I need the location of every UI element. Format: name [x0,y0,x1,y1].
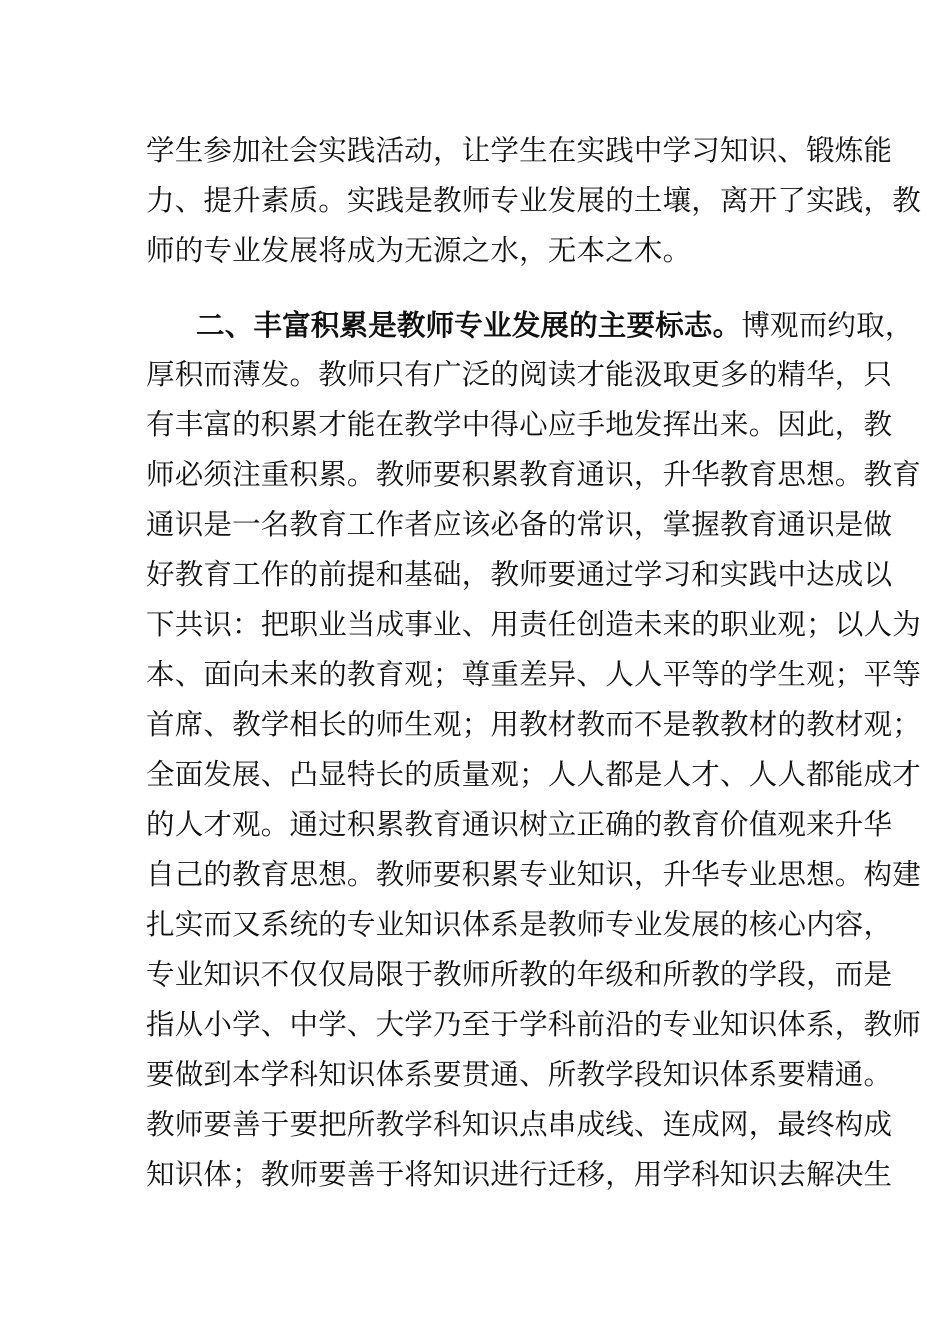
text-line: 指从小学、中学、大学乃至于学科前沿的专业知识体系，教师 [146,1008,921,1041]
text-line: 力、提升素质。实践是教师专业发展的土壤，离开了实践，教 [146,184,921,217]
text-line: 的人才观。通过积累教育通识树立正确的教育价值观来升华 [146,808,893,841]
text-line: 本、面向未来的教育观；尊重差异、人人平等的学生观；平等 [146,658,921,691]
section-heading: 二、丰富积累是教师专业发展的主要标志。 [196,308,742,342]
text-line: 师必须注重积累。教师要积累教育通识，升华教育思想。教育 [146,458,921,491]
text-line: 通识是一名教育工作者应该必备的常识，掌握教育通识是做 [146,508,893,541]
text-line: 下共识：把职业当成事业、用责任创造未来的职业观；以人为 [146,608,921,641]
text-line: 知识体；教师要善于将知识进行迁移，用学科知识去解决生 [146,1158,893,1191]
paragraph-first-line [196,300,914,350]
text-line: 专业知识不仅仅局限于教师所教的年级和所教的学段，而是 [146,958,893,991]
text-line: 要做到本学科知识体系要贯通、所教学段知识体系要精通。 [146,1058,893,1091]
text-line: 教师要善于要把所教学科知识点串成线、连成网，最终构成 [146,1108,893,1141]
text-line: 师的专业发展将成为无源之水，无本之木。 [146,234,692,267]
text-line: 全面发展、凸显特长的质量观；人人都是人才、人人都能成才 [146,758,921,791]
heading-line-rest: 博观而约取， [741,309,914,342]
text-line: 有丰富的积累才能在教学中得心应手地发挥出来。因此，教 [146,408,893,441]
text-line: 首席、教学相长的师生观；用教材教而不是教教材的教材观； [146,708,921,741]
text-line: 好教育工作的前提和基础，教师要通过学习和实践中达成以 [146,558,893,591]
text-line: 扎实而又系统的专业知识体系是教师专业发展的核心内容， [146,908,893,941]
text-line: 自己的教育思想。教师要积累专业知识，升华专业思想。构建 [146,858,921,891]
text-line: 学生参加社会实践活动，让学生在实践中学习知识、锻炼能 [146,134,893,167]
text-line: 厚积而薄发。教师只有广泛的阅读才能汲取更多的精华，只 [146,358,893,391]
